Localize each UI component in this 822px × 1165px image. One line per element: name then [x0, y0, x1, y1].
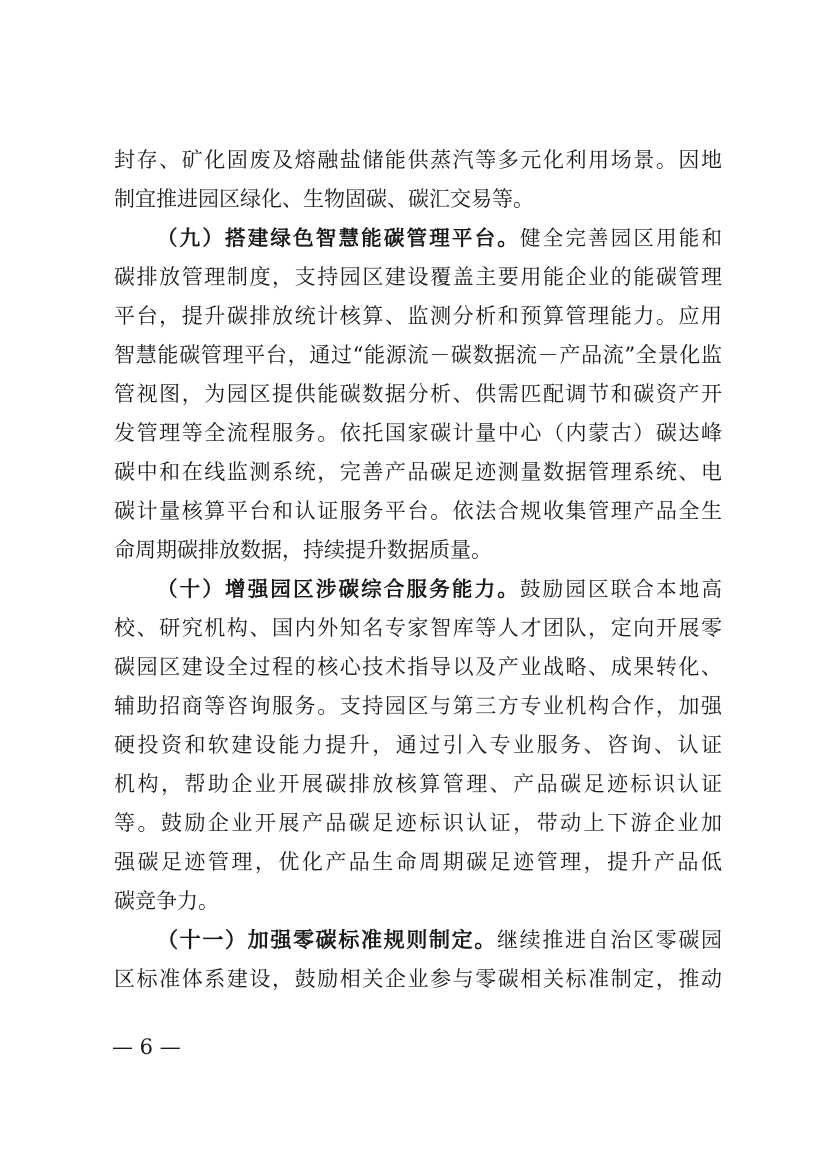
paragraph-line: 智慧能碳管理平台，通过“能源流－碳数据流－产品流”全景化监	[114, 343, 722, 367]
section-11-heading: （十一）加强零碳标准规则制定。	[157, 928, 497, 952]
paragraph-line: 硬投资和软建设能力提升，通过引入专业服务、咨询、认证	[114, 733, 722, 757]
paragraph-line-text: 健全完善园区用能和	[520, 226, 722, 250]
section-10-first-line	[114, 570, 722, 609]
section-9-heading: （九）搭建绿色智慧能碳管理平台。	[157, 226, 520, 250]
paragraph-line: 命周期碳排放数据，持续提升数据质量。	[114, 538, 492, 562]
paragraph-line: 碳竞争力。	[114, 889, 219, 913]
paragraph-line: 碳排放管理制度，支持园区建设覆盖主要用能企业的能碳管理	[114, 265, 722, 289]
paragraph-line: 制宜推进园区绿化、生物固碳、碳汇交易等。	[114, 187, 534, 211]
paragraph-line: 校、研究机构、国内外知名专家智库等人才团队，定向开展零	[114, 616, 722, 640]
paragraph-line: 等。鼓励企业开展产品碳足迹标识认证，带动上下游企业加	[114, 811, 722, 835]
paragraph-line: 强碳足迹管理，优化产品生命周期碳足迹管理，提升产品低	[114, 850, 722, 874]
page-number: — 6 —	[112, 1035, 181, 1059]
paragraph-line-text: 鼓励园区联合本地高	[520, 577, 722, 601]
section-10-heading: （十）增强园区涉碳综合服务能力。	[157, 577, 520, 601]
paragraph-line: 平台，提升碳排放统计核算、监测分析和预算管理能力。应用	[114, 304, 722, 328]
paragraph-line: 管视图，为园区提供能碳数据分析、供需匹配调节和碳资产开	[114, 382, 722, 406]
paragraph-line: 机构，帮助企业开展碳排放核算管理、产品碳足迹标识认证	[114, 772, 722, 796]
paragraph-line: 封存、矿化固废及熔融盐储能供蒸汽等多元化利用场景。因地	[114, 148, 722, 172]
paragraph-line: 区标准体系建设，鼓励相关企业参与零碳相关标准制定，推动	[114, 967, 722, 991]
paragraph-line: 发管理等全流程服务。依托国家碳计量中心（内蒙古）碳达峰	[114, 421, 722, 445]
section-9-first-line	[114, 219, 722, 258]
paragraph-line: 碳计量核算平台和认证服务平台。依法合规收集管理产品全生	[114, 499, 722, 523]
paragraph-line: 碳园区建设全过程的核心技术指导以及产业战略、成果转化、	[114, 655, 722, 679]
paragraph-line-text: 继续推进自治区零碳园	[497, 928, 722, 952]
paragraph-line: 碳中和在线监测系统，完善产品碳足迹测量数据管理系统、电	[114, 460, 722, 484]
paragraph-line: 辅助招商等咨询服务。支持园区与第三方专业机构合作，加强	[114, 694, 722, 718]
section-11-first-line	[114, 921, 722, 960]
body-text	[114, 141, 722, 999]
